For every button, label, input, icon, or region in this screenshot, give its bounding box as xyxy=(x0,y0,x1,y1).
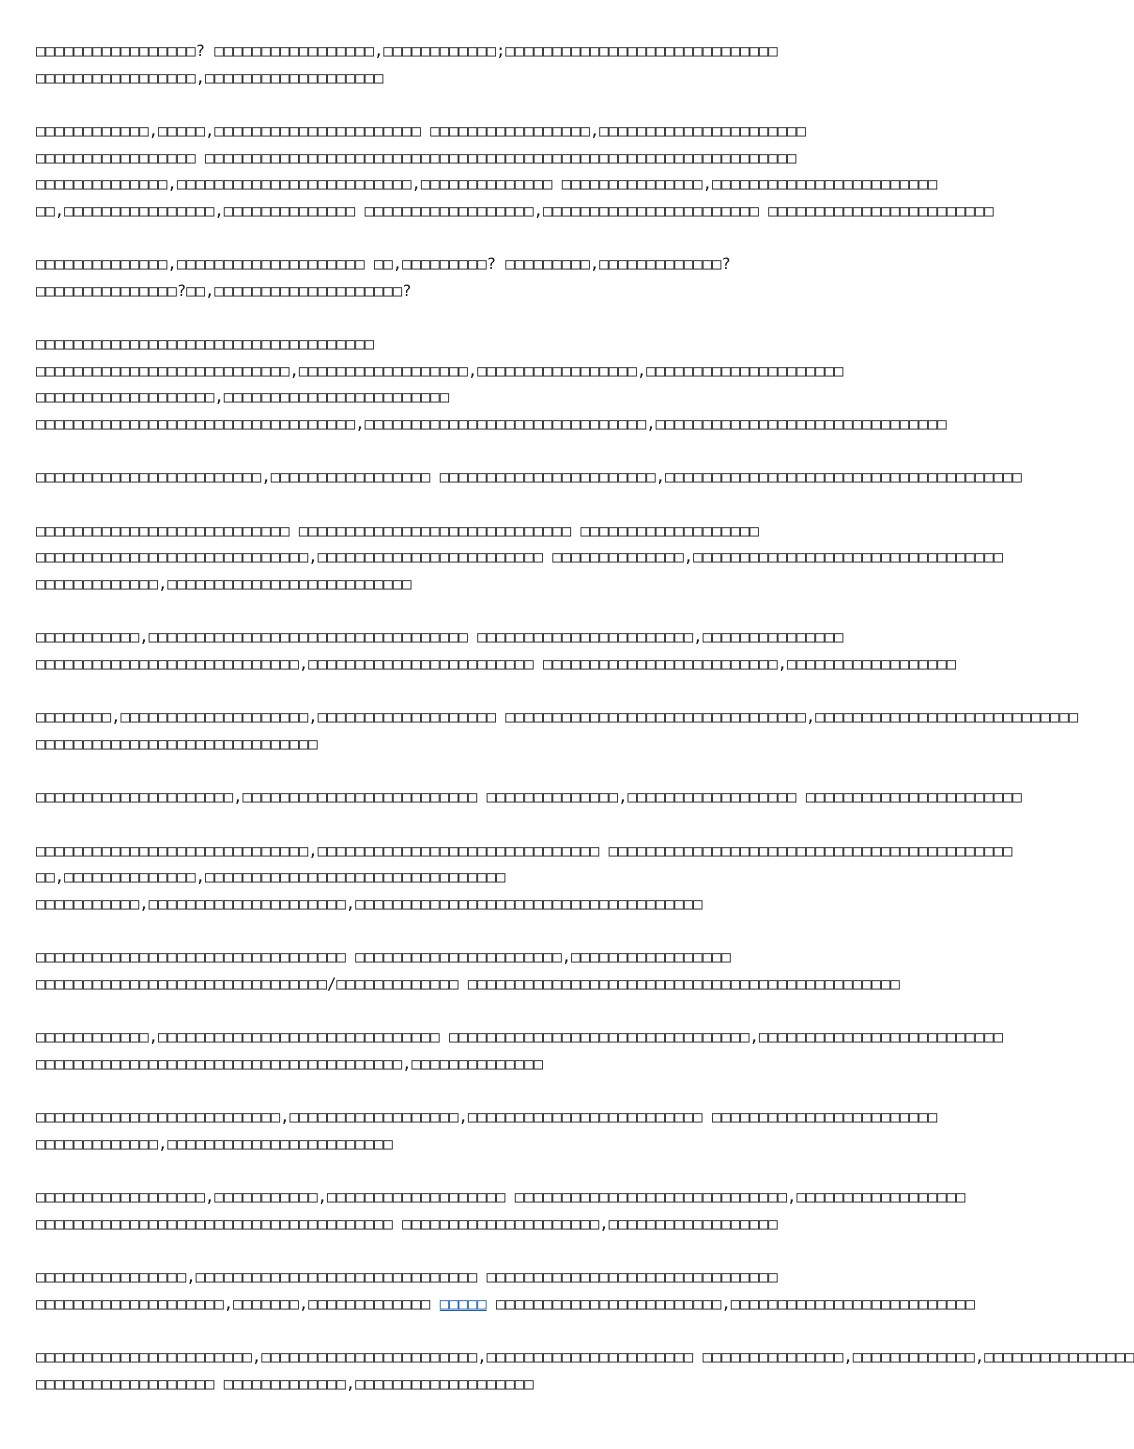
text-line: □□□□□□□□□□□□□□□□□? □□□□□□□□□□□□□□□□□,□□□□□□□□□□□□;□□□□□□□□□□□□□□□□□□□□□□□□□□□□□ xyxy=(36,42,778,60)
text-line: □□□□□□□□□□□□□□□□□□□□□□□,□□□□□□□□□□□□□□□□□□□□□□□,□□□□□□□□□□□□□□□□□□□□□□ □□□□□□□□□□□□□□□,□□□□□□□□□□□□□,□□□□□□□□□□□□□□□□ xyxy=(36,1348,1134,1366)
text-line: □□□□□□□□□□□□□□□□□□□,□□□□□□□□□□□□□□□□□□□□□□□□ xyxy=(36,388,450,406)
text-line: □□□□□□□□□□□□□□□□□□□□□□□□□□□□□□□□□□□□ xyxy=(36,335,374,353)
text-line: □□□□□□□□□□□□□□□□□□□ □□□□□□□□□□□□□,□□□□□□□□□□□□□□□□□□□ xyxy=(36,1374,534,1393)
paragraph xyxy=(36,118,994,224)
text-line: □□□□□□□□□□□,□□□□□□□□□□□□□□□□□□□□□,□□□□□□□□□□□□□□□□□□□□□□□□□□□□□□□□□□□□□ xyxy=(36,894,703,913)
paragraph xyxy=(36,944,988,997)
inline-link[interactable]: □□□□□ xyxy=(439,1294,487,1313)
text-line: □□,□□□□□□□□□□□□□□□□,□□□□□□□□□□□□□□ □□□□□□□□□□□□□□□□□□,□□□□□□□□□□□□□□□□□□□□□□□ □□□□□□□□□□□□□□□□□□□□□□□□ xyxy=(36,201,994,220)
text-line: □□□□□□□□□□□□□□□□□□□□□□□□□□□□,□□□□□□□□□□□□□□□□□□□□□□□□ □□□□□□□□□□□□□□□□□□□□□□□□□,□□□□□□□□□□□□□□□□□□ xyxy=(36,654,957,673)
paragraph xyxy=(36,464,1022,491)
document-body xyxy=(36,38,1134,1397)
text-line: □□□□□□□□□□□□□□□□□□□□□□□□□□□ □□□□□□□□□□□□□□□□□□□□□□□□□□□□□ □□□□□□□□□□□□□□□□□□□ xyxy=(36,521,759,540)
text-line: □□□□□□□□□□□□□□□□□□□□□□□□□□□□□□□□□ □□□□□□□□□□□□□□□□□□□□□□,□□□□□□□□□□□□□□□□□ xyxy=(36,948,731,966)
paragraph xyxy=(36,1184,988,1237)
text-line: □□□□□□□□□□□□□□□□□□□□□□□□□□□□□□□□□□□□□□ □□□□□□□□□□□□□□□□□□□□□,□□□□□□□□□□□□□□□□□□ xyxy=(36,1214,778,1233)
paragraph xyxy=(36,704,1079,757)
text-line: □□□□□□□□□□□□□□□□□□□□□□□□□□□□□□ xyxy=(36,734,318,753)
text-line: □□□□□□□□□□□□□□,□□□□□□□□□□□□□□□□□□□□ □□,□□□□□□□□□? □□□□□□□□□,□□□□□□□□□□□□□? xyxy=(36,255,731,273)
paragraph xyxy=(36,1264,988,1317)
text-line: □□□□□□□□□□□□,□□□□□□□□□□□□□□□□□□□□□□□□□□□□□□ □□□□□□□□□□□□□□□□□□□□□□□□□□□□□□□□,□□□□□□□□□□□□□□□□□□□□□□□□□□ xyxy=(36,1028,1003,1046)
paragraph xyxy=(36,331,988,437)
text-line: □□□□□□□□,□□□□□□□□□□□□□□□□□□□□,□□□□□□□□□□□□□□□□□□□ □□□□□□□□□□□□□□□□□□□□□□□□□□□□□□□□,□□□□□□□□□□□□□□□□□□□□□□□□□□□□ xyxy=(36,708,1079,726)
text-line: □□□□□□□□□□□□□□□□□□□□□□□□□□□□□□□□□□□□□□□,□□□□□□□□□□□□□□ xyxy=(36,1054,543,1073)
paragraph xyxy=(36,624,988,677)
text-line: □□□□□□□□□□□□□□□□□□□□□□□□□□,□□□□□□□□□□□□□□□□□□,□□□□□□□□□□□□□□□□□□□□□□□□□ □□□□□□□□□□□□□□□□□□□□□□□□ xyxy=(36,1108,938,1126)
text-line: □□□□□□□□□□□□□□□□□□□□□□□□□□□□□□□/□□□□□□□□□□□□□ □□□□□□□□□□□□□□□□□□□□□□□□□□□□□□□□□□□□□□□□□□□□□□ xyxy=(36,974,900,993)
text-segment: □□□□□□□□□□□□□□□□□□□□□□□□,□□□□□□□□□□□□□□□□□□□□□□□□□□ xyxy=(486,1294,975,1313)
text-line: □□□□□□□□□□□□□□,□□□□□□□□□□□□□□□□□□□□□□□□□,□□□□□□□□□□□□□□ □□□□□□□□□□□□□□□,□□□□□□□□□□□□□□□□□□□□□□□□ xyxy=(36,175,938,193)
paragraph xyxy=(36,1344,1134,1397)
paragraph xyxy=(36,251,988,304)
text-line: □□□□□□□□□□□□□□□□□□□□□□□□,□□□□□□□□□□□□□□□□□ □□□□□□□□□□□□□□□□□□□□□□□,□□□□□□□□□□□□□□□□□□□□□□□□□□□□□□□□□□□□□□ xyxy=(36,468,1022,486)
text-line: □□□□□□□□□□□□□,□□□□□□□□□□□□□□□□□□□□□□□□□□ xyxy=(36,574,412,593)
text-line: □□□□□□□□□□□□□□□□□□□□□□□□□□□,□□□□□□□□□□□□□□□□□□,□□□□□□□□□□□□□□□□□,□□□□□□□□□□□□□□□□□□□□□ xyxy=(36,361,844,380)
text-line: □□□□□□□□□□□□,□□□□□,□□□□□□□□□□□□□□□□□□□□□□ □□□□□□□□□□□□□□□□□,□□□□□□□□□□□□□□□□□□□□□□ xyxy=(36,122,806,140)
text-line: □□,□□□□□□□□□□□□□□,□□□□□□□□□□□□□□□□□□□□□□□□□□□□□□□□ xyxy=(36,868,506,886)
text-line: □□□□□□□□□□□□□□□□□□□□□□□□□□□□□□□□□□,□□□□□□□□□□□□□□□□□□□□□□□□□□□□□□,□□□□□□□□□□□□□□□□□□□□□□□□□□□□□□□ xyxy=(36,414,947,433)
text-segment: □□□□□□□□□□□□□□□□□□□□,□□□□□□□,□□□□□□□□□□□□□ xyxy=(36,1294,440,1313)
text-line: □□□□□□□□□□□,□□□□□□□□□□□□□□□□□□□□□□□□□□□□□□□□□□ □□□□□□□□□□□□□□□□□□□□□□□,□□□□□□□□□□□□□□□ xyxy=(36,628,844,646)
text-line: □□□□□□□□□□□□□□□□□□,□□□□□□□□□□□,□□□□□□□□□□□□□□□□□□□ □□□□□□□□□□□□□□□□□□□□□□□□□□□□□,□□□□□□□□□□□□□□□□□□ xyxy=(36,1188,966,1206)
text-line: □□□□□□□□□□□□□□□?□□,□□□□□□□□□□□□□□□□□□□□? xyxy=(36,281,412,300)
paragraph xyxy=(36,1024,1003,1077)
paragraph xyxy=(36,518,1003,598)
text-line: □□□□□□□□□□□□□□□□□,□□□□□□□□□□□□□□□□□□□ xyxy=(36,68,384,87)
text-line xyxy=(36,1291,988,1318)
paragraph xyxy=(36,784,1022,811)
text-line: □□□□□□□□□□□□□,□□□□□□□□□□□□□□□□□□□□□□□□ xyxy=(36,1134,393,1153)
text-line: □□□□□□□□□□□□□□□□□ □□□□□□□□□□□□□□□□□□□□□□□□□□□□□□□□□□□□□□□□□□□□□□□□□□□□□□□□□□□□□□□ xyxy=(36,148,797,167)
paragraph xyxy=(36,1104,988,1157)
text-line: □□□□□□□□□□□□□□□□□□□□□,□□□□□□□□□□□□□□□□□□□□□□□□□ □□□□□□□□□□□□□□,□□□□□□□□□□□□□□□□□□ □□□□□□□□□□□□□□□□□□□□□□□ xyxy=(36,788,1022,806)
paragraph xyxy=(36,838,1013,918)
text-line: □□□□□□□□□□□□□□□□□□□□□□□□□□□□□,□□□□□□□□□□□□□□□□□□□□□□□□ □□□□□□□□□□□□□□,□□□□□□□□□□□□□□□□□□□□□□□□□□□□□□□□□ xyxy=(36,548,1003,566)
paragraph xyxy=(36,38,988,91)
text-line: □□□□□□□□□□□□□□□□,□□□□□□□□□□□□□□□□□□□□□□□□□□□□□□ □□□□□□□□□□□□□□□□□□□□□□□□□□□□□□□ xyxy=(36,1268,778,1286)
text-line: □□□□□□□□□□□□□□□□□□□□□□□□□□□□□,□□□□□□□□□□□□□□□□□□□□□□□□□□□□□□ □□□□□□□□□□□□□□□□□□□□□□□□□□□□□□□□□□□□□□□□□□□ xyxy=(36,841,1013,860)
